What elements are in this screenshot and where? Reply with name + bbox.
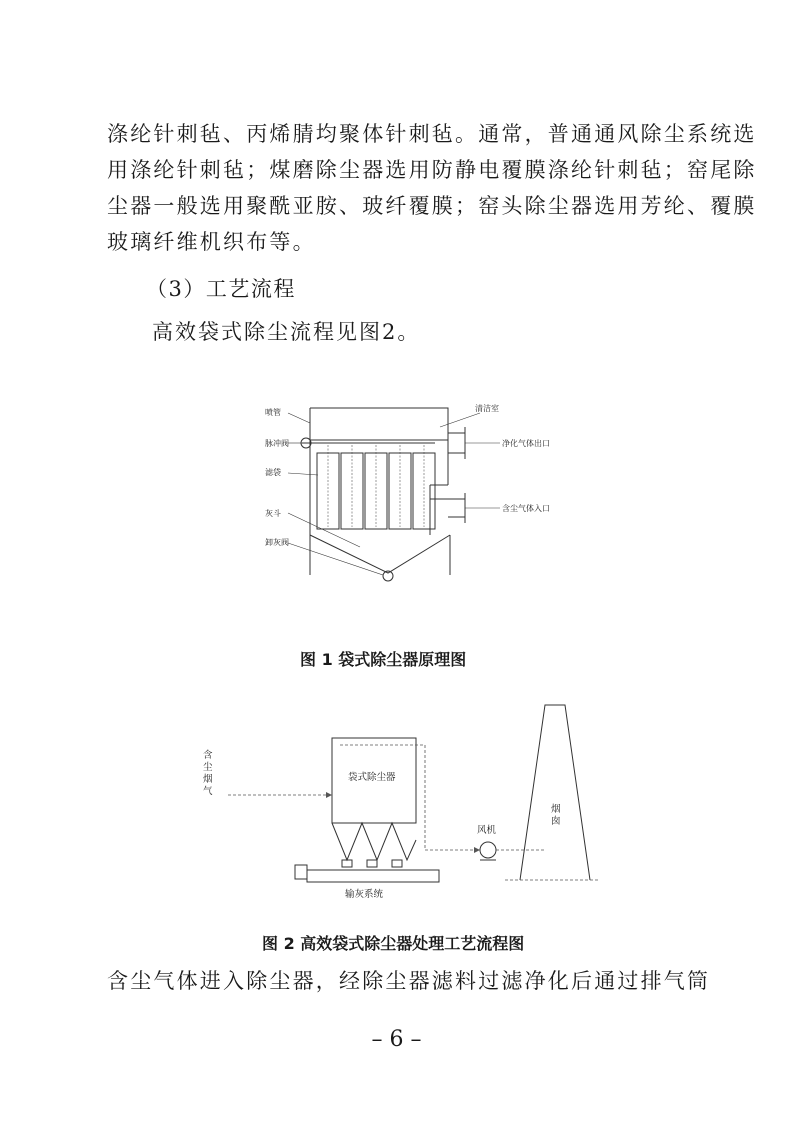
label-nozzle: 喷管 [265, 408, 281, 417]
label-pulse-valve: 脉冲阀 [265, 439, 289, 448]
figure-2-diagram [195, 700, 615, 910]
label-dusty-inlet: 含尘气体入口 [502, 504, 550, 513]
page-number: – 6 – [371, 1027, 422, 1052]
figure-1-caption: 图 1 袋式除尘器原理图 [300, 650, 467, 669]
label-fan: 风机 [477, 825, 497, 836]
intro-text: 高效袋式除尘流程见图2。 [152, 320, 421, 344]
body-last-line: 含尘气体进入除尘器，经除尘器滤料过滤净化后通过排气筒 [107, 969, 711, 993]
label-chimney-2: 囱 [551, 816, 561, 827]
label-clean-outlet: 净化气体出口 [502, 439, 550, 448]
label-clean-chamber: 清洁室 [475, 404, 499, 413]
label-bag-filter: 袋式除尘器 [348, 772, 396, 783]
label-dusty-flue-4: 气 [203, 786, 213, 797]
body-line-2: 用涤纶针刺毡；煤磨除尘器选用防静电覆膜涤纶针刺毡；窑尾除 [107, 158, 757, 182]
body-line-3: 尘器一般选用聚酰亚胺、玻纤覆膜；窑头除尘器选用芳纶、覆膜 [107, 194, 757, 218]
label-chimney-1: 烟 [551, 804, 561, 815]
body-line-1: 涤纶针刺毡、丙烯腈均聚体针刺毡。通常，普通通风除尘系统选 [107, 122, 757, 146]
label-filter-bag: 滤袋 [265, 468, 281, 477]
label-hopper: 灰斗 [265, 509, 281, 518]
label-dusty-flue-3: 烟 [203, 774, 213, 785]
label-ash-conveyor: 输灰系统 [345, 889, 384, 900]
label-unload-valve: 卸灰阀 [265, 538, 289, 547]
figure-2-caption: 图 2 高效袋式除尘器处理工艺流程图 [262, 934, 525, 953]
figure-1-diagram [240, 395, 580, 605]
section-heading: （3）工艺流程 [146, 277, 296, 301]
label-dusty-flue-1: 含 [203, 750, 213, 761]
label-dusty-flue-2: 尘 [203, 762, 213, 773]
body-line-4: 玻璃纤维机织布等。 [107, 230, 316, 254]
